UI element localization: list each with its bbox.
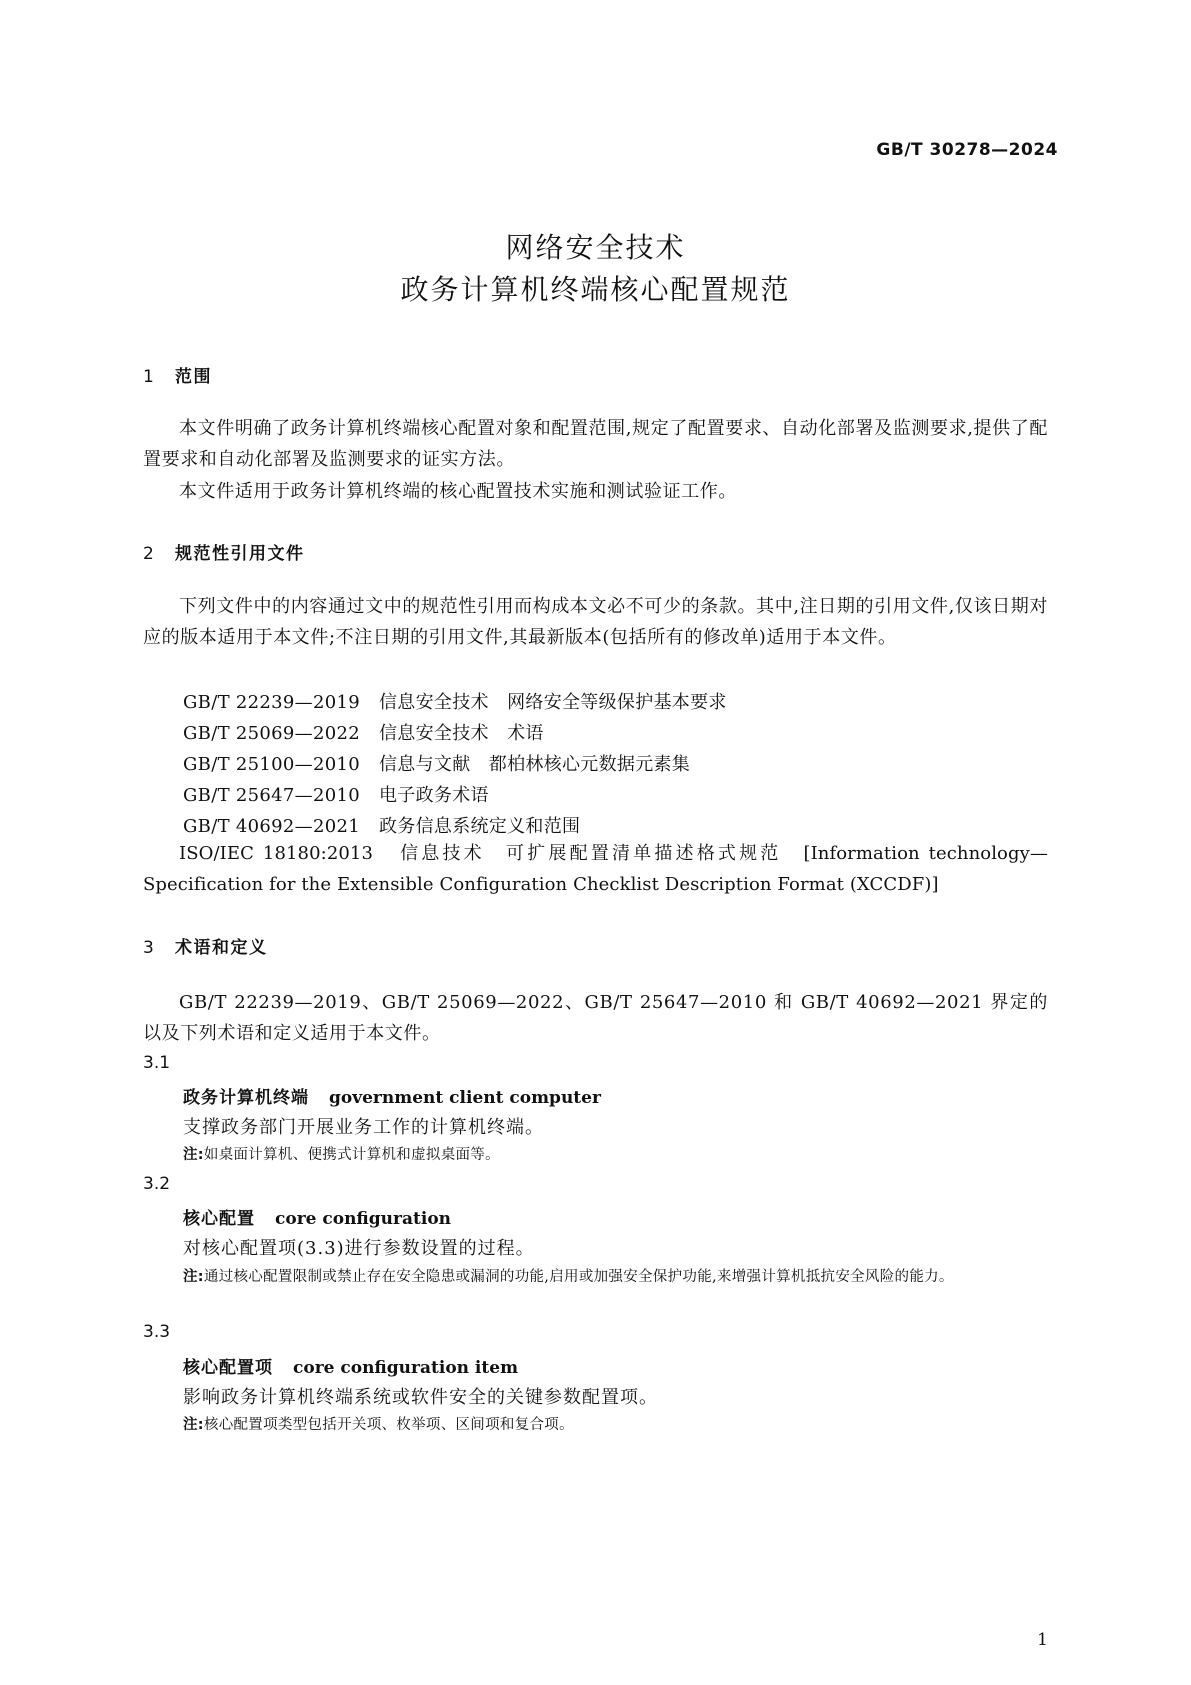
reference-title: 信息安全技术 术语	[379, 723, 544, 744]
reference-item	[183, 719, 544, 745]
term-chinese: 核心配置	[183, 1209, 255, 1229]
section-2-heading	[143, 539, 305, 564]
note-label: 注:	[183, 1147, 204, 1163]
note-label: 注:	[183, 1417, 204, 1433]
title-line-1: 网络安全技术	[505, 231, 686, 264]
term-chinese: 核心配置项	[183, 1358, 273, 1378]
note-text: 通过核心配置限制或禁止存在安全隐患或漏洞的功能,启用或加强安全保护功能,来增强计算机抵抗安全风险的能力。	[203, 1269, 954, 1285]
reference-title-english: [Information technology—Specification for the Extensible Configuration Checklist Description Format (XCCDF)]	[143, 843, 1048, 895]
reference-code: GB/T 40692—2021	[183, 816, 360, 837]
section-1-heading	[143, 362, 212, 387]
section-3-number: 3	[143, 938, 156, 958]
section-2-intro: 下列文件中的内容通过文中的规范性引用而构成本文必不可少的条款。其中,注日期的引用文件,仅该日期对应的版本适用于本文件;不注日期的引用文件,其最新版本(包括所有的修改单)适用于本文件。	[143, 596, 1048, 648]
section-1-number: 1	[143, 367, 156, 387]
clause-number: 3.2	[143, 1174, 171, 1194]
reference-title: 政务信息系统定义和范围	[379, 816, 581, 837]
note-text: 如桌面计算机、便携式计算机和虚拟桌面等。	[203, 1147, 500, 1163]
reference-code: GB/T 22239—2019	[183, 692, 360, 713]
reference-code: GB/T 25069—2022	[183, 723, 360, 744]
reference-title: 信息安全技术 网络安全等级保护基本要求	[379, 692, 727, 713]
title-line-2: 政务计算机终端核心配置规范	[400, 273, 791, 306]
reference-item	[183, 812, 580, 838]
section-3-heading	[143, 933, 268, 958]
reference-item	[183, 688, 727, 714]
reference-item	[183, 781, 489, 807]
reference-title: 信息技术 可扩展配置清单描述格式规范	[397, 843, 782, 864]
reference-item	[183, 750, 690, 776]
clause-number: 3.3	[143, 1322, 171, 1342]
term-note	[183, 1412, 1053, 1438]
term-english: core configuration	[275, 1209, 452, 1229]
section-2-title: 规范性引用文件	[175, 544, 305, 564]
clause-number: 3.1	[143, 1053, 171, 1073]
note-label: 注:	[183, 1269, 204, 1285]
section-3-title: 术语和定义	[175, 938, 268, 958]
section-1-title: 范围	[175, 367, 212, 387]
term-english: government client computer	[329, 1088, 601, 1108]
section-3-intro: GB/T 22239—2019、GB/T 25069—2022、GB/T 25647—2010 和 GB/T 40692—2021 界定的以及下列术语和定义适用于本文件。	[143, 992, 1048, 1044]
section-2-number: 2	[143, 544, 156, 564]
reference-code: ISO/IEC 18180:2013	[179, 843, 374, 864]
reference-title: 电子政务术语	[379, 785, 489, 806]
standard-code: GB/T 30278—2024	[876, 140, 1058, 160]
section-1-paragraph: 本文件适用于政务计算机终端的核心配置技术实施和测试验证工作。	[179, 481, 737, 502]
page-number: 1	[1037, 1630, 1048, 1650]
reference-code: GB/T 25647—2010	[183, 785, 360, 806]
term-note	[183, 1264, 1081, 1290]
term-chinese: 政务计算机终端	[183, 1088, 309, 1108]
term-entry	[183, 1353, 518, 1378]
term-english: core configuration item	[293, 1358, 519, 1378]
term-note	[183, 1142, 1053, 1168]
reference-code: GB/T 25100—2010	[183, 754, 360, 775]
section-1-paragraph: 本文件明确了政务计算机终端核心配置对象和配置范围,规定了配置要求、自动化部署及监测要求,提供了配置要求和自动化部署及监测要求的证实方法。	[143, 418, 1048, 470]
term-definition: 对核心配置项(3.3)进行参数设置的过程。	[183, 1238, 535, 1259]
term-definition: 支撑政务部门开展业务工作的计算机终端。	[183, 1117, 544, 1138]
term-entry	[183, 1083, 601, 1108]
reference-title: 信息与文献 都柏林核心元数据元素集	[379, 754, 691, 775]
term-entry	[183, 1204, 451, 1229]
reference-item-iso	[143, 838, 1048, 900]
term-definition: 影响政务计算机终端系统或软件安全的关键参数配置项。	[183, 1387, 658, 1408]
note-text: 核心配置项类型包括开关项、枚举项、区间项和复合项。	[203, 1417, 574, 1433]
